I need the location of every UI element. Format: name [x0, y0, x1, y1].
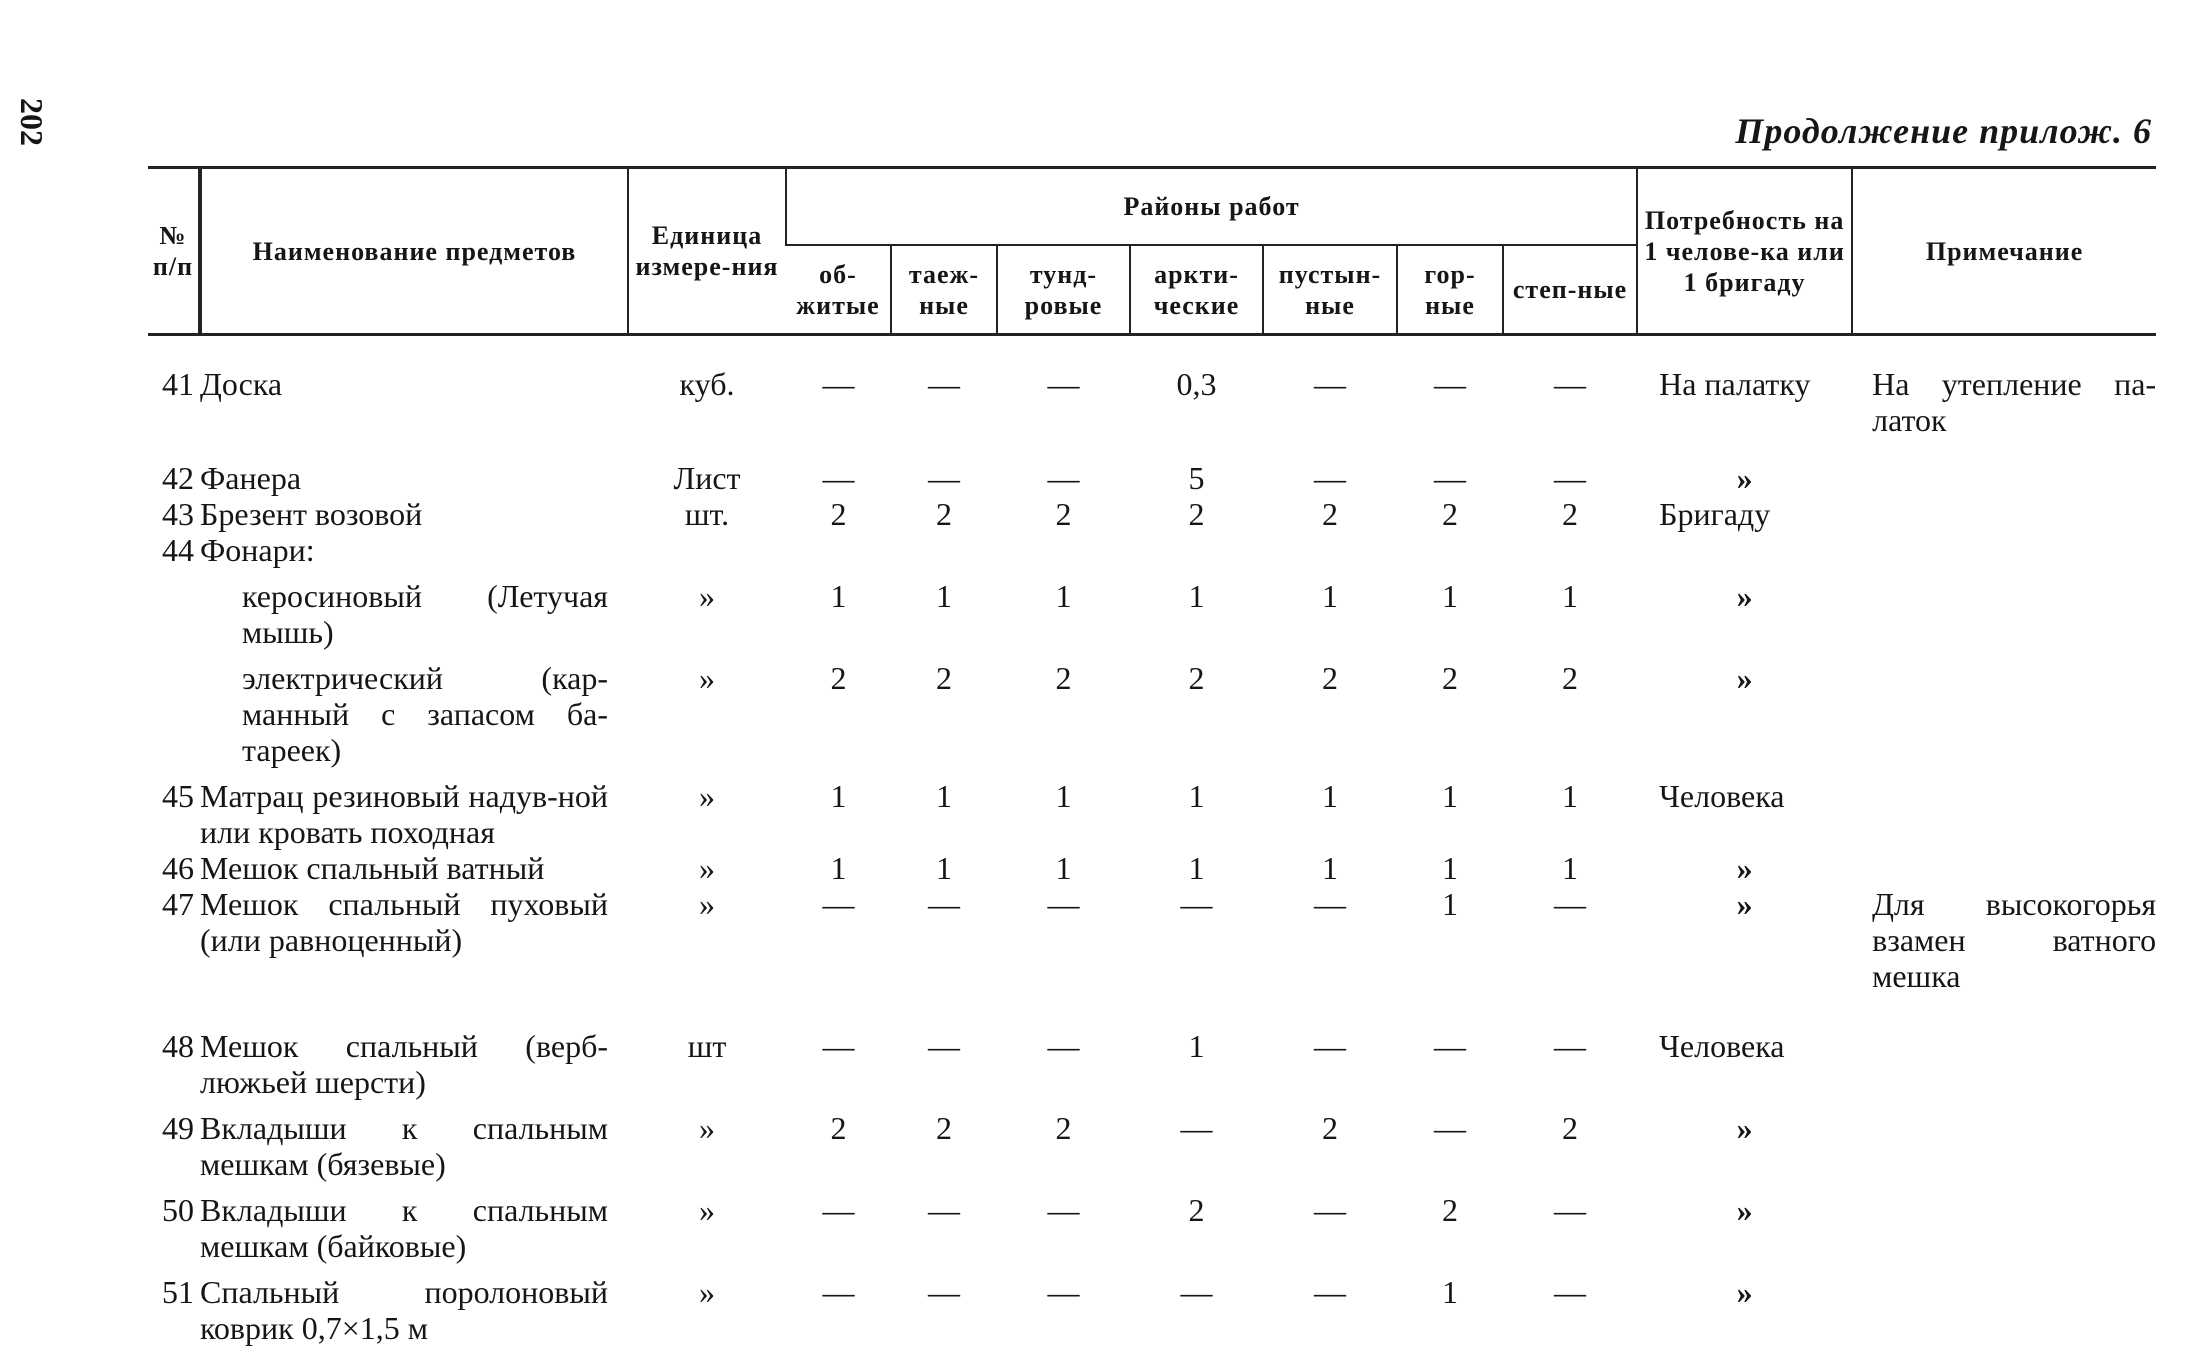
area-value-cell: — [1397, 366, 1503, 438]
item-name: Мешок спальный пуховый (или равноценный) [200, 886, 628, 994]
area-value-cell: 1 [1130, 994, 1263, 1100]
need-cell: Человека [1637, 768, 1852, 850]
table-row [148, 496, 2156, 532]
area-value-cell: — [997, 1264, 1130, 1346]
unit-cell: » [628, 850, 786, 886]
area-value-cell: — [786, 886, 891, 994]
note-cell [1852, 532, 2156, 568]
note-cell: Для высокогорья взамен ватного мешка [1852, 886, 2156, 994]
area-value-cell: 1 [1397, 886, 1503, 994]
item-name: Вкладыши к спальным мешкам (бязевые) [200, 1100, 628, 1182]
column-header-area: гор-ные [1397, 245, 1503, 335]
note-cell [1852, 850, 2156, 886]
note-cell [1852, 650, 2156, 768]
area-value-cell: — [997, 886, 1130, 994]
area-value-cell: 1 [997, 768, 1130, 850]
area-value-cell [891, 532, 997, 568]
area-value-cell: 2 [786, 1100, 891, 1182]
area-value-cell: — [1397, 994, 1503, 1100]
area-value-cell: 1 [1397, 850, 1503, 886]
row-number: 42 [148, 438, 200, 496]
area-value-cell [1130, 532, 1263, 568]
area-value-cell: — [1503, 886, 1637, 994]
column-header-unit: Единица измере-ния [628, 168, 786, 335]
area-value-cell [786, 532, 891, 568]
area-value-cell: 5 [1130, 438, 1263, 496]
page-number: 202 [13, 98, 50, 146]
need-cell: Бригаду [1637, 496, 1852, 532]
need-cell [1637, 532, 1852, 568]
unit-cell [628, 532, 786, 568]
area-value-cell: 1 [1130, 568, 1263, 650]
need-cell: » [1637, 1264, 1852, 1346]
note-cell: На утепление па-латок [1852, 366, 2156, 438]
area-value-cell: 2 [786, 496, 891, 532]
need-cell: » [1637, 568, 1852, 650]
area-value-cell: 2 [1263, 650, 1397, 768]
table-row [148, 768, 2156, 850]
table-row [148, 438, 2156, 496]
note-cell [1852, 994, 2156, 1100]
area-value-cell: 1 [1503, 850, 1637, 886]
need-cell: Человека [1637, 994, 1852, 1100]
column-header-note: Примечание [1852, 168, 2156, 335]
column-header-area: таеж-ные [891, 245, 997, 335]
unit-cell: » [628, 768, 786, 850]
area-value-cell: 1 [1503, 768, 1637, 850]
unit-cell: шт. [628, 496, 786, 532]
column-header-area: тунд-ровые [997, 245, 1130, 335]
column-header-area: об-житые [786, 245, 891, 335]
column-header-need: Потребность на 1 челове-ка или 1 бригаду [1637, 168, 1852, 335]
note-cell [1852, 768, 2156, 850]
area-value-cell: 1 [1397, 768, 1503, 850]
unit-cell: » [628, 886, 786, 994]
area-value-cell: 2 [997, 650, 1130, 768]
row-number: 44 [148, 532, 200, 568]
note-cell [1852, 1100, 2156, 1182]
area-value-cell: 2 [1397, 650, 1503, 768]
area-value-cell [997, 532, 1130, 568]
area-value-cell: — [891, 1182, 997, 1264]
need-cell: » [1637, 1100, 1852, 1182]
unit-cell: шт [628, 994, 786, 1100]
area-value-cell: 2 [1503, 1100, 1637, 1182]
table-row [148, 650, 2156, 768]
area-value-cell: 2 [1503, 496, 1637, 532]
column-header-area: степ-ные [1503, 245, 1637, 335]
area-value-cell: 2 [891, 496, 997, 532]
area-value-cell: — [997, 1182, 1130, 1264]
item-name: Мешок спальный (верб-люжьей шерсти) [200, 994, 628, 1100]
area-value-cell: 1 [1130, 768, 1263, 850]
area-value-cell: — [1263, 1182, 1397, 1264]
column-header-area: аркти-ческие [1130, 245, 1263, 335]
table-row [148, 1100, 2156, 1182]
item-name: Мешок спальный ватный [200, 850, 628, 886]
note-cell [1852, 568, 2156, 650]
table-row [148, 568, 2156, 650]
table-row [148, 994, 2156, 1100]
row-number: 46 [148, 850, 200, 886]
unit-cell: » [628, 1100, 786, 1182]
table-row [148, 1182, 2156, 1264]
item-name: керосиновый (Летучая мышь) [200, 568, 628, 650]
need-cell: » [1637, 438, 1852, 496]
area-value-cell: — [1263, 994, 1397, 1100]
row-number: 49 [148, 1100, 200, 1182]
area-value-cell: — [1130, 886, 1263, 994]
unit-cell: » [628, 1264, 786, 1346]
area-value-cell: 2 [891, 1100, 997, 1182]
area-value-cell: — [1263, 886, 1397, 994]
area-value-cell: 2 [891, 650, 997, 768]
area-value-cell: — [1397, 438, 1503, 496]
area-value-cell: 1 [1397, 1264, 1503, 1346]
row-number: 50 [148, 1182, 200, 1264]
unit-cell: » [628, 568, 786, 650]
unit-cell: Лист [628, 438, 786, 496]
area-value-cell: 1 [891, 768, 997, 850]
area-value-cell: — [786, 994, 891, 1100]
item-name: Вкладыши к спальным мешкам (байковые) [200, 1182, 628, 1264]
area-value-cell: 0,3 [1130, 366, 1263, 438]
need-cell: На палатку [1637, 366, 1852, 438]
unit-cell: куб. [628, 366, 786, 438]
area-value-cell: 2 [1263, 496, 1397, 532]
area-value-cell [1503, 532, 1637, 568]
area-value-cell: 2 [997, 496, 1130, 532]
area-value-cell: 2 [997, 1100, 1130, 1182]
area-value-cell: — [1503, 366, 1637, 438]
area-value-cell: 1 [1263, 768, 1397, 850]
need-cell: » [1637, 650, 1852, 768]
area-value-cell: — [786, 366, 891, 438]
item-name: Доска [200, 366, 628, 438]
equipment-table [148, 166, 2156, 1346]
area-value-cell: — [1263, 438, 1397, 496]
area-value-cell: — [1503, 1182, 1637, 1264]
area-value-cell: 1 [997, 850, 1130, 886]
area-value-cell: — [997, 994, 1130, 1100]
table-row [148, 850, 2156, 886]
row-number: 51 [148, 1264, 200, 1346]
area-value-cell: — [891, 886, 997, 994]
area-value-cell: 1 [891, 850, 997, 886]
table-row [148, 1264, 2156, 1346]
column-header-areas-group: Районы работ [786, 168, 1637, 246]
area-value-cell: 2 [786, 650, 891, 768]
need-cell: » [1637, 1182, 1852, 1264]
appendix-continuation-note: Продолжение прилож. 6 [1735, 110, 2152, 152]
area-value-cell: 1 [891, 568, 997, 650]
area-value-cell: — [1130, 1100, 1263, 1182]
area-value-cell: 2 [1503, 650, 1637, 768]
item-name: Фанера [200, 438, 628, 496]
area-value-cell: 1 [1263, 850, 1397, 886]
area-value-cell: 2 [1130, 1182, 1263, 1264]
table-row [148, 532, 2156, 568]
table-body [148, 335, 2156, 1346]
row-number: 45 [148, 768, 200, 850]
item-name: Фонари: [200, 532, 628, 568]
need-cell: » [1637, 886, 1852, 994]
note-cell [1852, 496, 2156, 532]
row-number: 43 [148, 496, 200, 532]
area-value-cell: — [891, 1264, 997, 1346]
area-value-cell: 1 [1130, 850, 1263, 886]
area-value-cell: 1 [1263, 568, 1397, 650]
column-header-number: № п/п [148, 168, 200, 335]
row-number: 41 [148, 366, 200, 438]
area-value-cell: 1 [786, 850, 891, 886]
area-value-cell: 1 [1397, 568, 1503, 650]
need-cell: » [1637, 850, 1852, 886]
row-number [148, 650, 200, 768]
row-number: 47 [148, 886, 200, 994]
area-value-cell: — [1503, 438, 1637, 496]
note-cell [1852, 438, 2156, 496]
area-value-cell: — [786, 1264, 891, 1346]
area-value-cell: — [891, 366, 997, 438]
area-value-cell: — [997, 366, 1130, 438]
table-row [148, 886, 2156, 994]
item-name: Матрац резиновый надув-ной или кровать походная [200, 768, 628, 850]
note-cell [1852, 1182, 2156, 1264]
area-value-cell: — [1263, 366, 1397, 438]
table-row [148, 366, 2156, 438]
row-number [148, 568, 200, 650]
row-number: 48 [148, 994, 200, 1100]
area-value-cell: — [997, 438, 1130, 496]
column-header-area: пустын-ные [1263, 245, 1397, 335]
area-value-cell: 1 [997, 568, 1130, 650]
area-value-cell [1397, 532, 1503, 568]
area-value-cell: — [786, 1182, 891, 1264]
item-name: Спальный поролоновый коврик 0,7×1,5 м [200, 1264, 628, 1346]
area-value-cell: 1 [1503, 568, 1637, 650]
area-value-cell: 2 [1130, 496, 1263, 532]
note-cell [1852, 1264, 2156, 1346]
area-value-cell: — [1503, 1264, 1637, 1346]
area-value-cell: 1 [786, 568, 891, 650]
column-header-name: Наименование предметов [200, 168, 628, 335]
area-value-cell [1263, 532, 1397, 568]
area-value-cell: 1 [786, 768, 891, 850]
area-value-cell: — [891, 438, 997, 496]
unit-cell: » [628, 1182, 786, 1264]
area-value-cell: 2 [1130, 650, 1263, 768]
area-value-cell: — [1503, 994, 1637, 1100]
area-value-cell: 2 [1397, 1182, 1503, 1264]
unit-cell: » [628, 650, 786, 768]
area-value-cell: — [1263, 1264, 1397, 1346]
item-name: Брезент возовой [200, 496, 628, 532]
item-name: электрический (кар-манный с запасом ба-тареек) [200, 650, 628, 768]
area-value-cell: — [786, 438, 891, 496]
area-value-cell: 2 [1397, 496, 1503, 532]
area-value-cell: — [1130, 1264, 1263, 1346]
area-value-cell: 2 [1263, 1100, 1397, 1182]
area-value-cell: — [1397, 1100, 1503, 1182]
area-value-cell: — [891, 994, 997, 1100]
